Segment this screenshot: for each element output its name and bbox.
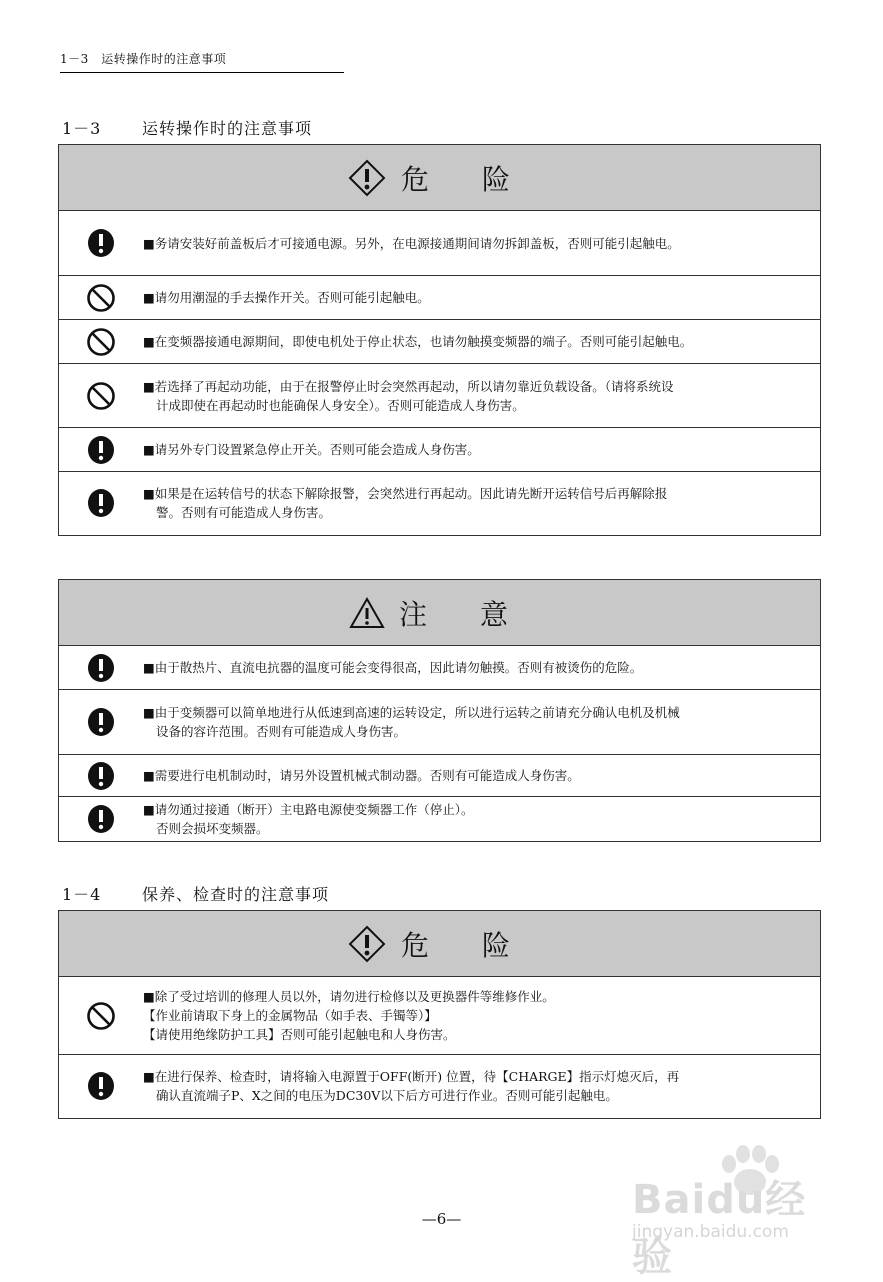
caution-title: 注 意 (399, 597, 530, 631)
watermark-url: jingyan.baidu.com (632, 1222, 789, 1242)
exclamation-icon (87, 707, 115, 737)
warning-row (59, 320, 820, 364)
prohibition-icon (86, 327, 116, 357)
row-text: ■若选择了再起动功能，由于在报警停止时会突然再起动，所以请勿靠近负载设备。（请将系统设 计成即使在再起动时也能确保人身安全）。否则可能造成人身伤害。 (143, 378, 674, 413)
warning-row (59, 646, 820, 690)
baidu-watermark (610, 1150, 840, 1280)
warning-row (59, 755, 820, 797)
warning-row (59, 211, 820, 276)
section-1-3-title (62, 116, 312, 139)
danger-title: 危 险 (401, 162, 532, 196)
prohibition-icon (86, 1001, 116, 1031)
prohibition-icon (86, 283, 116, 313)
caution-header (59, 580, 820, 646)
watermark-brand: Baidu经验 (632, 1177, 807, 1280)
warning-row (59, 276, 820, 320)
section-heading: 运转操作时的注意事项 (142, 119, 313, 138)
danger-diamond-icon (347, 158, 387, 198)
exclamation-icon (87, 488, 115, 518)
row-text: ■请另外专门设置紧急停止开关。否则可能会造成人身伤害。 (143, 442, 480, 457)
section-heading: 保养、检查时的注意事项 (142, 885, 330, 904)
danger-header (59, 911, 820, 977)
danger-diamond-icon (347, 924, 387, 964)
row-text: ■在进行保养、检查时，请将输入电源置于OFF(断开) 位置，待【CHARGE】指示灯熄灭后，再 确认直流端子P、X之间的电压为DC30V以下后方可进行作业。否则可能引起触电。 (143, 1069, 680, 1103)
danger-header (59, 145, 820, 211)
section-number: 1－3 (62, 119, 102, 138)
exclamation-icon (87, 1071, 115, 1101)
warning-row (59, 690, 820, 755)
exclamation-icon (87, 228, 115, 258)
row-text: ■如果是在运转信号的状态下解除报警，会突然进行再起动。因此请先断开运转信号后再解除报 警。否则有可能造成人身伤害。 (143, 486, 668, 520)
danger-box-maintenance (58, 910, 821, 1119)
section-1-4-title (62, 882, 329, 905)
running-header: 1－3 运转操作时的注意事项 (60, 50, 344, 73)
warning-row (59, 364, 820, 428)
warning-row (59, 977, 820, 1055)
row-text: ■需要进行电机制动时，请另外设置机械式制动器。否则有可能造成人身伤害。 (143, 768, 580, 783)
warning-row (59, 428, 820, 472)
row-text: ■由于散热片、直流电抗器的温度可能会变得很高，因此请勿触摸。否则有被烫伤的危险。 (143, 660, 643, 675)
row-text: ■请勿用潮湿的手去操作开关。否则可能引起触电。 (143, 290, 430, 305)
row-text: ■除了受过培训的修理人员以外，请勿进行检修以及更换器件等维修作业。 【作业前请取下身上的金属物品（如手表、手镯等）】 【请使用绝缘防护工具】否则可能引起触电和人身伤害。 (143, 989, 555, 1042)
section-number: 1－4 (62, 885, 102, 904)
warning-row (59, 472, 820, 534)
row-text: ■在变频器接通电源期间，即使电机处于停止状态，也请勿触摸变频器的端子。否则可能引起触电。 (143, 334, 693, 349)
row-text: ■务请安装好前盖板后才可接通电源。另外，在电源接通期间请勿拆卸盖板，否则可能引起触电。 (143, 235, 680, 251)
warning-row (59, 797, 820, 840)
exclamation-icon (87, 761, 115, 791)
prohibition-icon (86, 381, 116, 411)
warning-row (59, 1055, 820, 1117)
danger-title: 危 险 (401, 928, 532, 962)
row-text: ■由于变频器可以简单地进行从低速到高速的运转设定，所以进行运转之前请充分确认电机及机械 设备的容许范围。否则有可能造成人身伤害。 (143, 705, 680, 739)
exclamation-icon (87, 804, 115, 834)
caution-triangle-icon (349, 596, 385, 630)
exclamation-icon (87, 653, 115, 683)
row-text: ■请勿通过接通（断开）主电路电源使变频器工作（停止）。 否则会损坏变频器。 (143, 801, 474, 836)
caution-box (58, 579, 821, 842)
page-number: —6— (421, 1210, 462, 1228)
danger-box-operation (58, 144, 821, 536)
exclamation-icon (87, 435, 115, 465)
